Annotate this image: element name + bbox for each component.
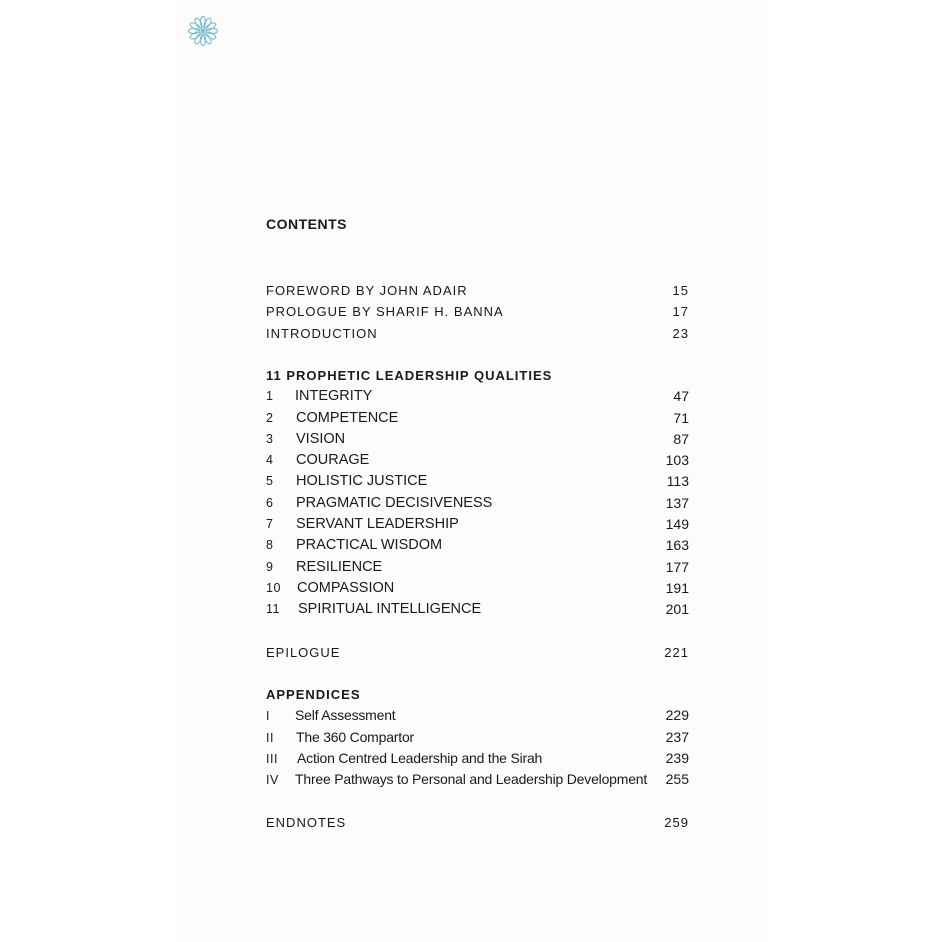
toc-page-number: 221 — [664, 645, 689, 660]
toc-page-number: 163 — [665, 537, 689, 554]
chapter-number: 9 — [266, 559, 274, 574]
toc-entry-foreword — [266, 280, 689, 301]
chapter-title: VISION — [296, 430, 346, 447]
chapter-title: PRAGMATIC DECISIVENESS — [296, 494, 493, 511]
chapter-title: COMPASSION — [297, 579, 395, 596]
chapter-title: SPIRITUAL INTELLIGENCE — [298, 601, 482, 618]
toc-entry — [266, 429, 689, 450]
toc-page-number: 87 — [673, 430, 689, 447]
toc-entry — [266, 599, 689, 620]
toc-page-number: 47 — [673, 388, 689, 405]
chapter-title: INTEGRITY — [295, 388, 373, 405]
toc-page-number: 23 — [672, 325, 689, 341]
toc-page-number: 201 — [665, 601, 689, 618]
front-matter-list — [266, 280, 689, 344]
toc-entry — [266, 408, 689, 429]
toc-entry-label: EPILOGUE — [266, 645, 341, 660]
toc-page-number: 229 — [665, 707, 689, 724]
toc-page-number: 113 — [666, 473, 689, 490]
toc-page-number: 103 — [665, 452, 689, 469]
appendix-number: IV — [266, 773, 279, 788]
publisher-logo-icon — [187, 15, 219, 47]
toc-entry — [266, 578, 689, 599]
chapter-number: 10 — [266, 580, 281, 595]
chapter-title: COMPETENCE — [296, 409, 399, 426]
toc-page-number: 239 — [665, 749, 689, 766]
appendix-title: The 360 Compartor — [296, 728, 414, 745]
endnotes-section — [266, 812, 689, 833]
toc-entry — [266, 535, 689, 556]
chapter-number: 4 — [266, 453, 274, 468]
appendix-number: III — [266, 751, 278, 766]
chapter-title: COURAGE — [296, 452, 370, 469]
section-heading-text: APPENDICES — [266, 687, 361, 702]
chapter-title: HOLISTIC JUSTICE — [296, 473, 428, 490]
toc-entry — [266, 748, 689, 769]
chapter-number: 2 — [266, 410, 274, 425]
toc-page-number: 71 — [673, 409, 689, 426]
appendix-number: II — [266, 730, 274, 745]
chapter-number: 3 — [266, 431, 274, 446]
chapter-number: 8 — [266, 538, 274, 553]
appendix-title: Action Centred Leadership and the Sirah — [297, 749, 543, 766]
toc-page-number: 137 — [665, 494, 689, 511]
toc-entry-label: FOREWORD BY JOHN ADAIR — [266, 283, 468, 298]
chapter-title: SERVANT LEADERSHIP — [296, 516, 459, 533]
chapter-number: 7 — [266, 517, 274, 532]
qualities-section — [266, 365, 689, 621]
toc-page-number: 259 — [664, 815, 689, 830]
toc-entry — [266, 471, 689, 492]
toc-entry-label: ENDNOTES — [266, 815, 347, 830]
chapter-number: 11 — [266, 602, 280, 617]
toc-page-number: 17 — [672, 304, 689, 320]
chapter-title: RESILIENCE — [296, 558, 383, 575]
toc-page-number: 177 — [665, 558, 689, 575]
toc-entry — [266, 557, 689, 578]
toc-entry — [266, 705, 689, 726]
toc-entry — [266, 493, 689, 514]
epilogue-section — [266, 642, 689, 663]
toc-entry-label: PROLOGUE BY SHARIF H. BANNA — [266, 304, 504, 320]
appendix-number: I — [266, 709, 270, 724]
chapter-number: 5 — [266, 474, 274, 489]
toc-entry-introduction — [266, 323, 689, 344]
toc-page-number: 149 — [665, 516, 689, 533]
toc-entry-epilogue — [266, 642, 689, 663]
chapter-number: 1 — [266, 389, 274, 404]
toc-page-number: 237 — [665, 728, 689, 745]
chapter-number: 6 — [266, 495, 274, 510]
toc-entry — [266, 727, 689, 748]
toc-entry — [266, 450, 689, 471]
toc-entry-endnotes — [266, 812, 689, 833]
toc-page-number: 191 — [665, 579, 689, 596]
section-heading-text: 11 PROPHETIC LEADERSHIP QUALITIES — [266, 368, 553, 383]
appendices-section — [266, 684, 689, 790]
toc-entry-label: INTRODUCTION — [266, 325, 378, 341]
appendix-title: Three Pathways to Personal and Leadership Development — [295, 771, 648, 788]
section-heading — [266, 365, 689, 386]
chapter-title: PRACTICAL WISDOM — [296, 537, 443, 554]
toc-entry-prologue — [266, 301, 689, 322]
toc-entry — [266, 769, 689, 790]
toc-page-number: 15 — [672, 283, 689, 298]
page-title: CONTENTS — [266, 216, 347, 232]
toc-page-number: 255 — [665, 771, 689, 788]
appendix-title: Self Assessment — [295, 707, 396, 724]
toc-entry — [266, 386, 689, 407]
toc-entry — [266, 514, 689, 535]
section-heading — [266, 684, 689, 705]
